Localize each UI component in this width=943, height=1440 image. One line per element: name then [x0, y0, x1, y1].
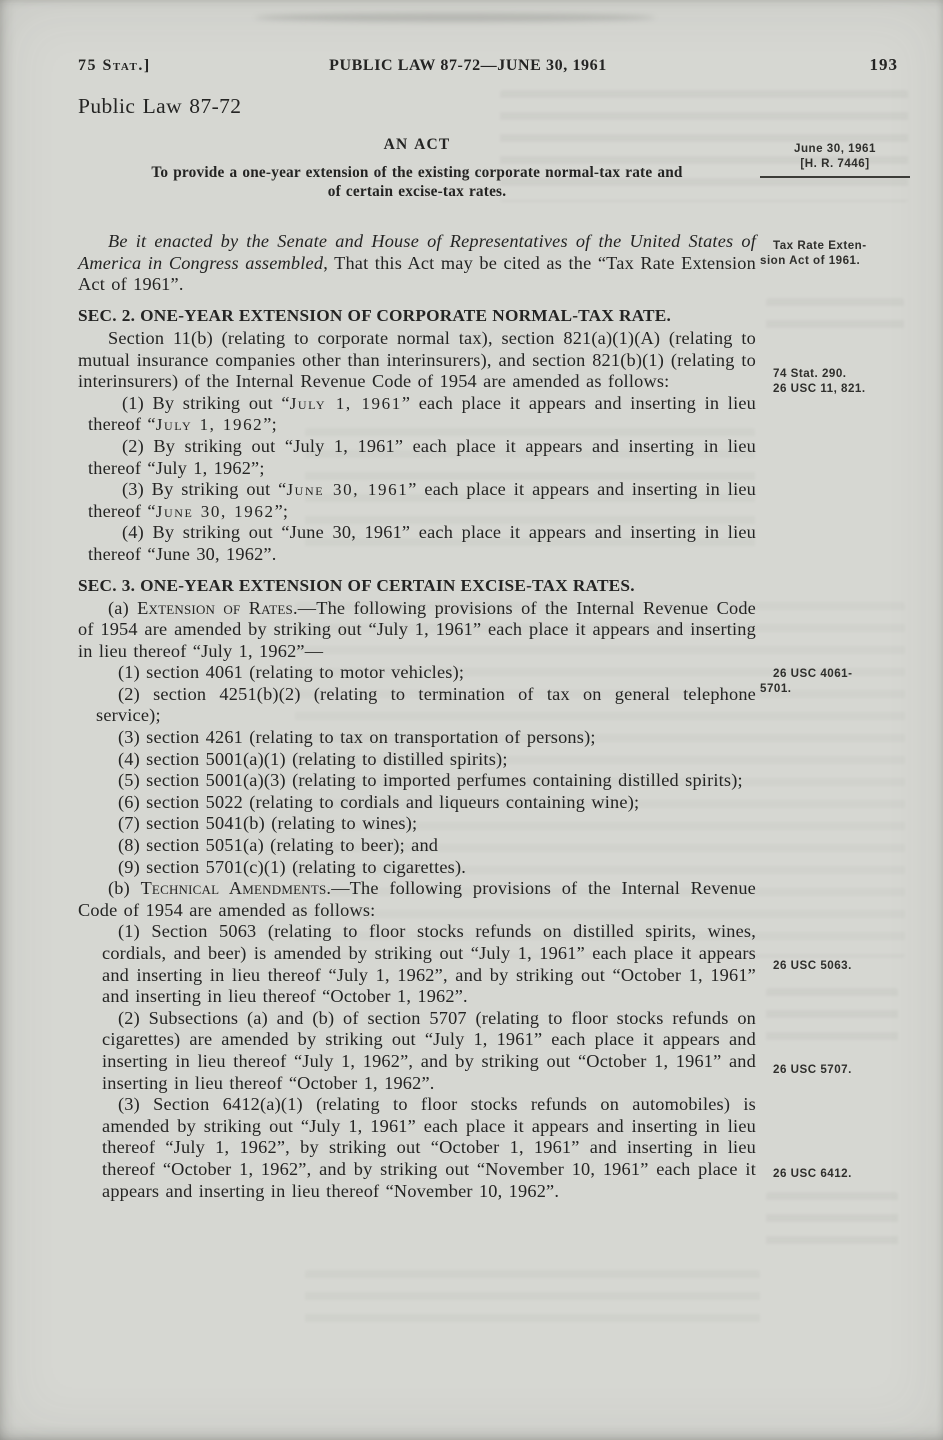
statute-item-3b-3: (3) Section 6412(a)(1) (relating to floor stocks refunds on automobiles) is amended by striking out “July 1, 1961” each place it appears and inserting in lieu thereof “July 1, 1962”, by striking out “October 1, 1961” and inserting in lieu thereof “October 1, 1962”, and by striking out “November 10, 1961” each place it appears and inserting in lieu thereof “November 10, 1962”. — [102, 1094, 756, 1201]
item-text: ” each place it appears and inserting in lieu thereof “ — [88, 435, 756, 478]
margin-note-date-line: June 30, 1961 — [794, 142, 876, 155]
act-heading: AN ACT — [383, 135, 451, 153]
stat-citation: 74 Stat. 290. — [773, 367, 847, 380]
item-text: ” each place it appears and inserting in lieu thereof “ — [88, 392, 756, 435]
item-text: ”. — [263, 543, 277, 564]
statute-item-3a-6: (6) section 5022 (relating to cordials and liqueurs containing wine); — [118, 791, 640, 812]
item-text: ”; — [251, 457, 265, 478]
item-text: (3) By striking out “ — [122, 479, 287, 500]
act-long-title-line2: of certain excise-tax rates. — [327, 183, 507, 201]
statute-item-2-2 — [78, 436, 756, 479]
margin-note-usc-6412 — [760, 1166, 910, 1181]
margin-note-usc-5063 — [760, 958, 910, 973]
margin-note-short-title — [760, 238, 910, 268]
usc-citation: 26 USC 6412. — [773, 1167, 852, 1180]
section-3b-intro — [78, 878, 756, 921]
statute-item-3b-2: (2) Subsections (a) and (b) of section 5707 (relating to floor stocks refunds on cigarettes) are amended by striking out “July 1, 1961” each place it appears and inserting in lieu thereof “July 1, 1962”, and by striking out “October 1, 1961” and inserting in lieu thereof “October 1, 1962”. — [102, 1007, 756, 1093]
margin-note-date — [760, 141, 910, 178]
enacting-clause — [78, 231, 756, 296]
item-text: (4) By striking out “ — [122, 522, 290, 543]
statute-item-3a-3: (3) section 4261 (relating to tax on transportation of persons); — [118, 727, 596, 748]
item-text: ” each place it appears and inserting in lieu thereof “ — [88, 479, 756, 521]
act-long-title-line1: To provide a one-year extension of the existing corporate normal-tax rate and — [151, 164, 683, 182]
date-text: July 1, 1961 — [293, 435, 395, 456]
enacting-clause-italic: Be it enacted by the Senate and House of Representatives of the United States of America in Congress assembled — [78, 231, 756, 273]
usc-citation-continued: 5701. — [760, 682, 792, 695]
enacting-clause-roman: , That this Act may be cited as the “Tax Rate Extension Act of 1961”. — [78, 252, 756, 295]
section-2-heading: SEC. 2. ONE-YEAR EXTENSION OF CORPORATE NORMAL-TAX RATE. — [78, 305, 672, 325]
item-text: ”; — [263, 414, 277, 435]
subsection-small-caps: Extension of Rates — [137, 597, 293, 618]
date-text: June 30, 1961 — [289, 522, 402, 543]
scan-smudge — [255, 13, 655, 22]
section-3a-intro — [78, 598, 756, 663]
statute-item-3a-9: (9) section 5701(c)(1) (relating to cigarettes). — [118, 856, 467, 877]
margin-note-usc-5707 — [760, 1062, 910, 1077]
statute-item-2-3 — [78, 479, 756, 522]
page-number: 193 — [869, 55, 898, 74]
statute-item-3a-2: (2) section 4251(b)(2) (relating to termination of tax on general telephone service); — [96, 683, 756, 726]
subsection-label: (a) — [108, 597, 138, 618]
statute-item-3b-1: (1) Section 5063 (relating to floor stocks refunds on distilled spirits, wines, cordials, and beer) is amended by striking out “July 1, 1961” each place it appears and inserting in lieu thereof “July 1, 1962”, and by striking out “October 1, 1961” and inserting in lieu thereof “October 1, 1962”. — [102, 921, 756, 1007]
section-2-intro: Section 11(b) (relating to corporate normal tax), section 821(a)(1)(A) (relating to mutual insurance companies other than interinsurers), and section 821(b)(1) (relating to interinsurers) of the Internal Revenue Code of 1954 are amended as follows: — [78, 327, 756, 392]
public-law-title: Public Law 87-72 — [78, 94, 242, 118]
act-long-title — [78, 163, 756, 201]
statute-item-2-4 — [78, 522, 756, 565]
section-3-heading: SEC. 3. ONE-YEAR EXTENSION OF CERTAIN EXCISE-TAX RATES. — [78, 575, 635, 595]
item-text: (1) By striking out “ — [122, 392, 290, 413]
item-text: ”; — [274, 500, 289, 521]
statute-item-3a-8: (8) section 5051(a) (relating to beer); and — [118, 835, 439, 856]
subsection-text: .—The following provisions of the Internal Revenue Code of 1954 are amended as follows: — [78, 878, 756, 920]
margin-note-bill-number: [H. R. 7446] — [800, 157, 870, 170]
date-small-caps: July 1, 1962 — [155, 415, 264, 435]
usc-citation: 26 USC 11, 821. — [773, 382, 866, 395]
usc-citation: 26 USC 5707. — [773, 1063, 852, 1076]
date-small-caps: June 30, 1962 — [155, 501, 275, 521]
running-head-title: PUBLIC LAW 87-72—JUNE 30, 1961 — [329, 57, 607, 74]
bleed-through-ghost — [305, 1270, 760, 1332]
margin-note-usc-4061 — [760, 666, 910, 696]
statute-item-3a-7: (7) section 5041(b) (relating to wines); — [118, 813, 418, 834]
stat-volume-label: 75 Stat.] — [78, 57, 151, 74]
item-text: ” each place it appears and inserting in lieu thereof “ — [88, 522, 756, 564]
margin-note-line: sion Act of 1961. — [760, 254, 861, 267]
statute-item-3a-4: (4) section 5001(a)(1) (relating to distilled spirits); — [118, 748, 508, 769]
date-small-caps: June 30, 1961 — [286, 480, 409, 500]
date-small-caps: July 1, 1961 — [289, 393, 402, 413]
subsection-text: .—The following provisions of the Internal Revenue Code of 1954 are amended by striking out “July 1, 1961” each place it appears and inserting in lieu thereof “July 1, 1962”— — [78, 597, 756, 661]
subsection-small-caps: Technical Amendments — [140, 878, 327, 899]
margin-note-line: Tax Rate Exten- — [773, 239, 867, 252]
statute-body — [78, 96, 756, 1202]
usc-citation: 26 USC 4061- — [773, 667, 853, 680]
bleed-through-ghost — [766, 298, 904, 342]
date-text: July 1, 1962 — [155, 457, 252, 478]
statute-item-2-1 — [78, 393, 756, 436]
statute-item-3a-5: (5) section 5001(a)(3) (relating to imported perfumes containing distilled spirits); — [118, 770, 743, 791]
usc-citation: 26 USC 5063. — [773, 959, 852, 972]
margin-note-citations — [760, 366, 910, 396]
date-text: June 30, 1962 — [155, 543, 264, 564]
bleed-through-ghost — [766, 988, 898, 1046]
subsection-label: (b) — [108, 878, 141, 899]
bleed-through-ghost — [766, 1192, 898, 1248]
statute-item-3a-1: (1) section 4061 (relating to motor vehicles); — [118, 662, 465, 683]
item-text: (2) By striking out “ — [122, 435, 294, 456]
